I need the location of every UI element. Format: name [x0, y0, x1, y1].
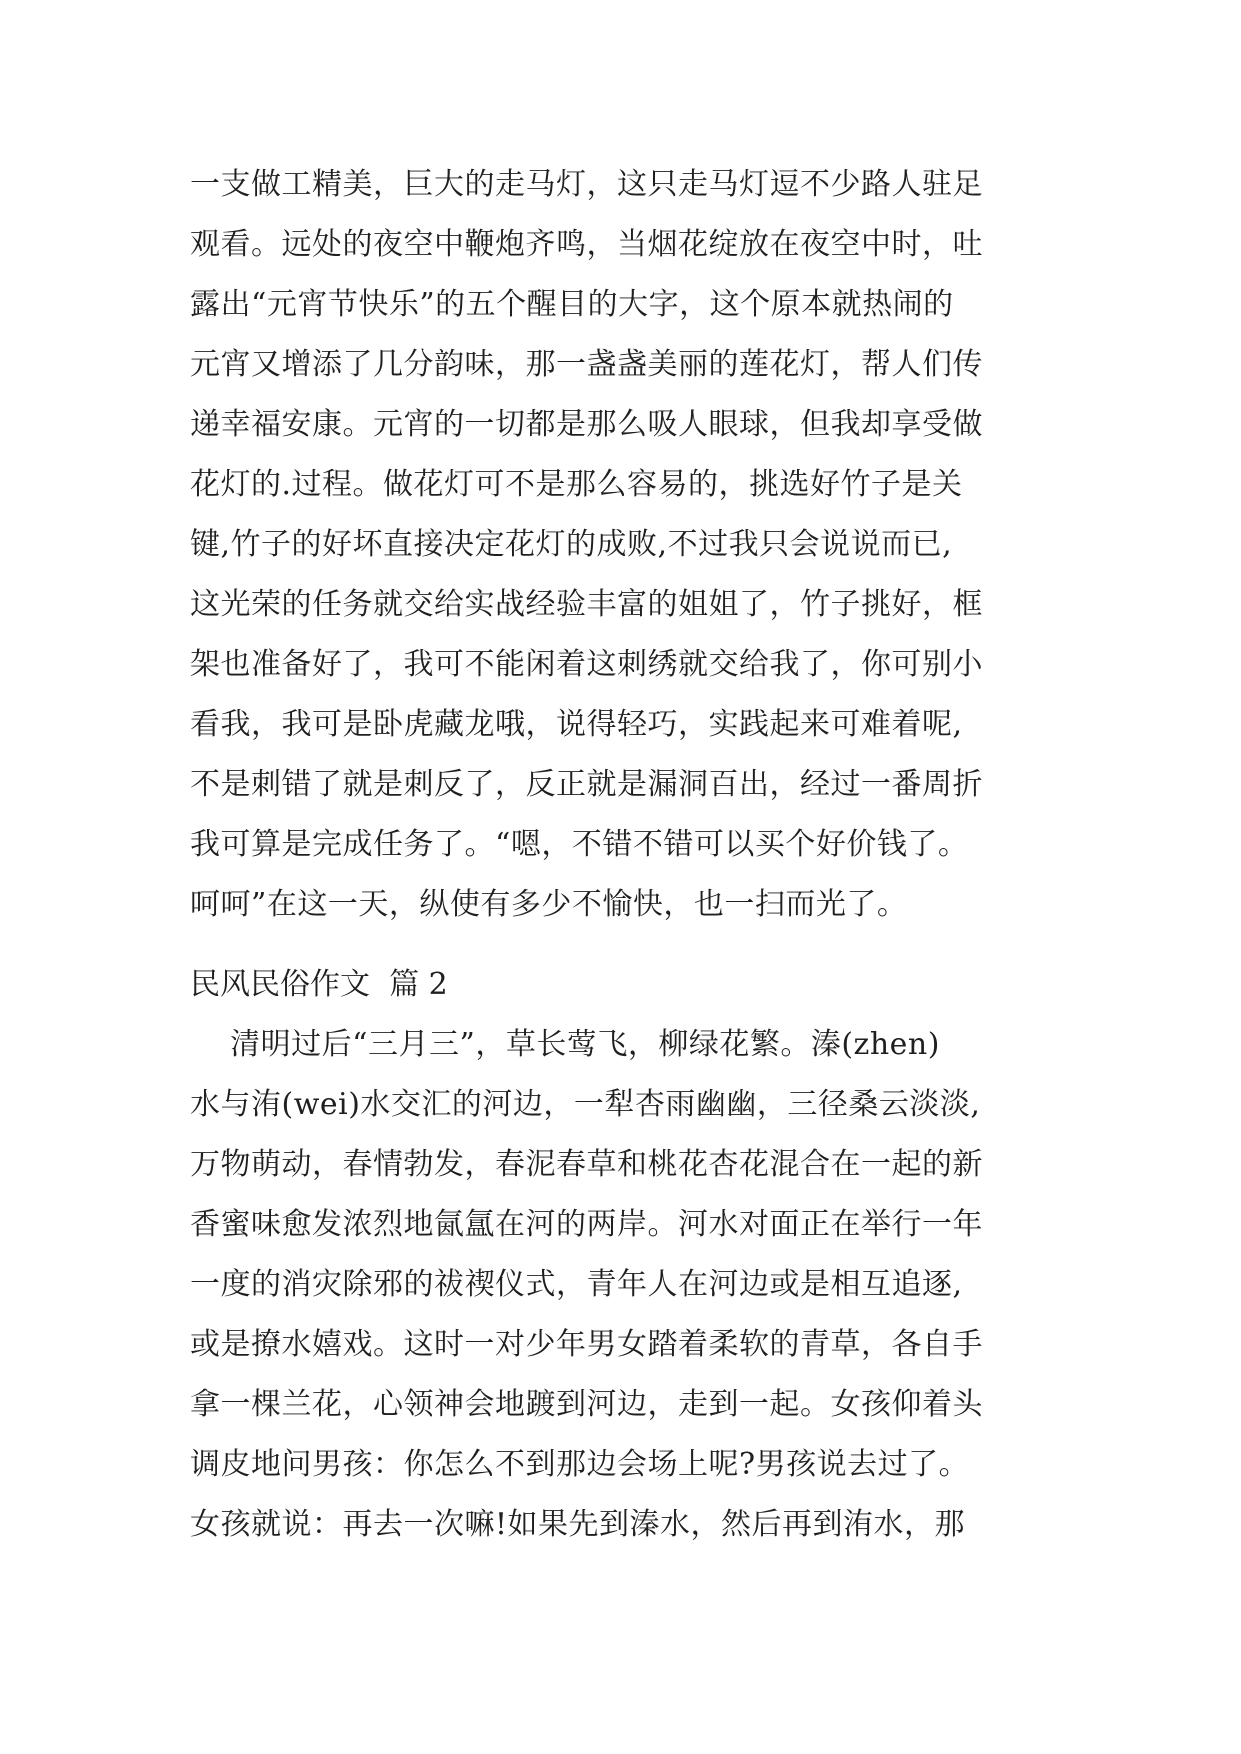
text-line: 看我，我可是卧虎藏龙哦，说得轻巧，实践起来可难着呢,	[190, 707, 963, 742]
text-line: 我可算是完成任务了。“嗯，不错不错可以买个好价钱了。	[190, 827, 969, 862]
text-line: 香蜜味愈发浓烈地氤氲在河的两岸。河水对面正在举行一年	[190, 1207, 983, 1242]
text-line: 水与洧(wei)水交汇的河边，一犁杏雨幽幽，三径桑云淡淡,	[190, 1087, 981, 1122]
text-line: 一支做工精美，巨大的走马灯，这只走马灯逗不少路人驻足	[190, 167, 983, 202]
text-line: 拿一棵兰花，心领神会地踱到河边，走到一起。女孩仰着头	[190, 1387, 983, 1422]
text-line: 调皮地问男孩：你怎么不到那边会场上呢?男孩说去过了。	[190, 1447, 970, 1482]
text-line: 递幸福安康。元宵的一切都是那么吸人眼球，但我却享受做	[190, 407, 983, 442]
text-line: 露出“元宵节快乐”的五个醒目的大字，这个原本就热闹的	[190, 287, 954, 322]
text-line: 女孩就说：再去一次嘛!如果先到溱水，然后再到洧水，那	[190, 1507, 966, 1542]
text-line: 这光荣的任务就交给实战经验丰富的姐姐了，竹子挑好，框	[190, 587, 983, 622]
paragraph-2	[190, 1015, 1070, 1555]
text-line: 元宵又增添了几分韵味，那一盏盏美丽的莲花灯，帮人们传	[190, 347, 983, 382]
text-line: 呵呵”在这一天，纵使有多少不愉快，也一扫而光了。	[190, 887, 908, 922]
paragraph-1	[190, 155, 1070, 935]
text-line: 架也准备好了，我可不能闲着这刺绣就交给我了，你可别小	[190, 647, 983, 682]
text-line: 或是撩水嬉戏。这时一对少年男女踏着柔软的青草，各自手	[190, 1327, 983, 1362]
section-heading	[190, 955, 1070, 1015]
text-line: 一度的消灾除邪的祓禊仪式，青年人在河边或是相互追逐,	[190, 1267, 963, 1302]
text-line: 键,竹子的好坏直接决定花灯的成败,不过我只会说说而已,	[190, 527, 953, 562]
text-line: 万物萌动，春情勃发，春泥春草和桃花杏花混合在一起的新	[190, 1147, 983, 1182]
text-line: 观看。远处的夜空中鞭炮齐鸣，当烟花绽放在夜空中时，吐	[190, 227, 983, 262]
heading-text: 民风民俗作文 篇 2	[190, 967, 448, 1002]
text-line: 不是刺错了就是刺反了，反正就是漏洞百出，经过一番周折	[190, 767, 983, 802]
text-line: 清明过后“三月三”，草长莺飞，柳绿花繁。溱(zhen)	[190, 1027, 940, 1062]
text-line: 花灯的.过程。做花灯可不是那么容易的，挑选好竹子是关	[190, 467, 963, 502]
